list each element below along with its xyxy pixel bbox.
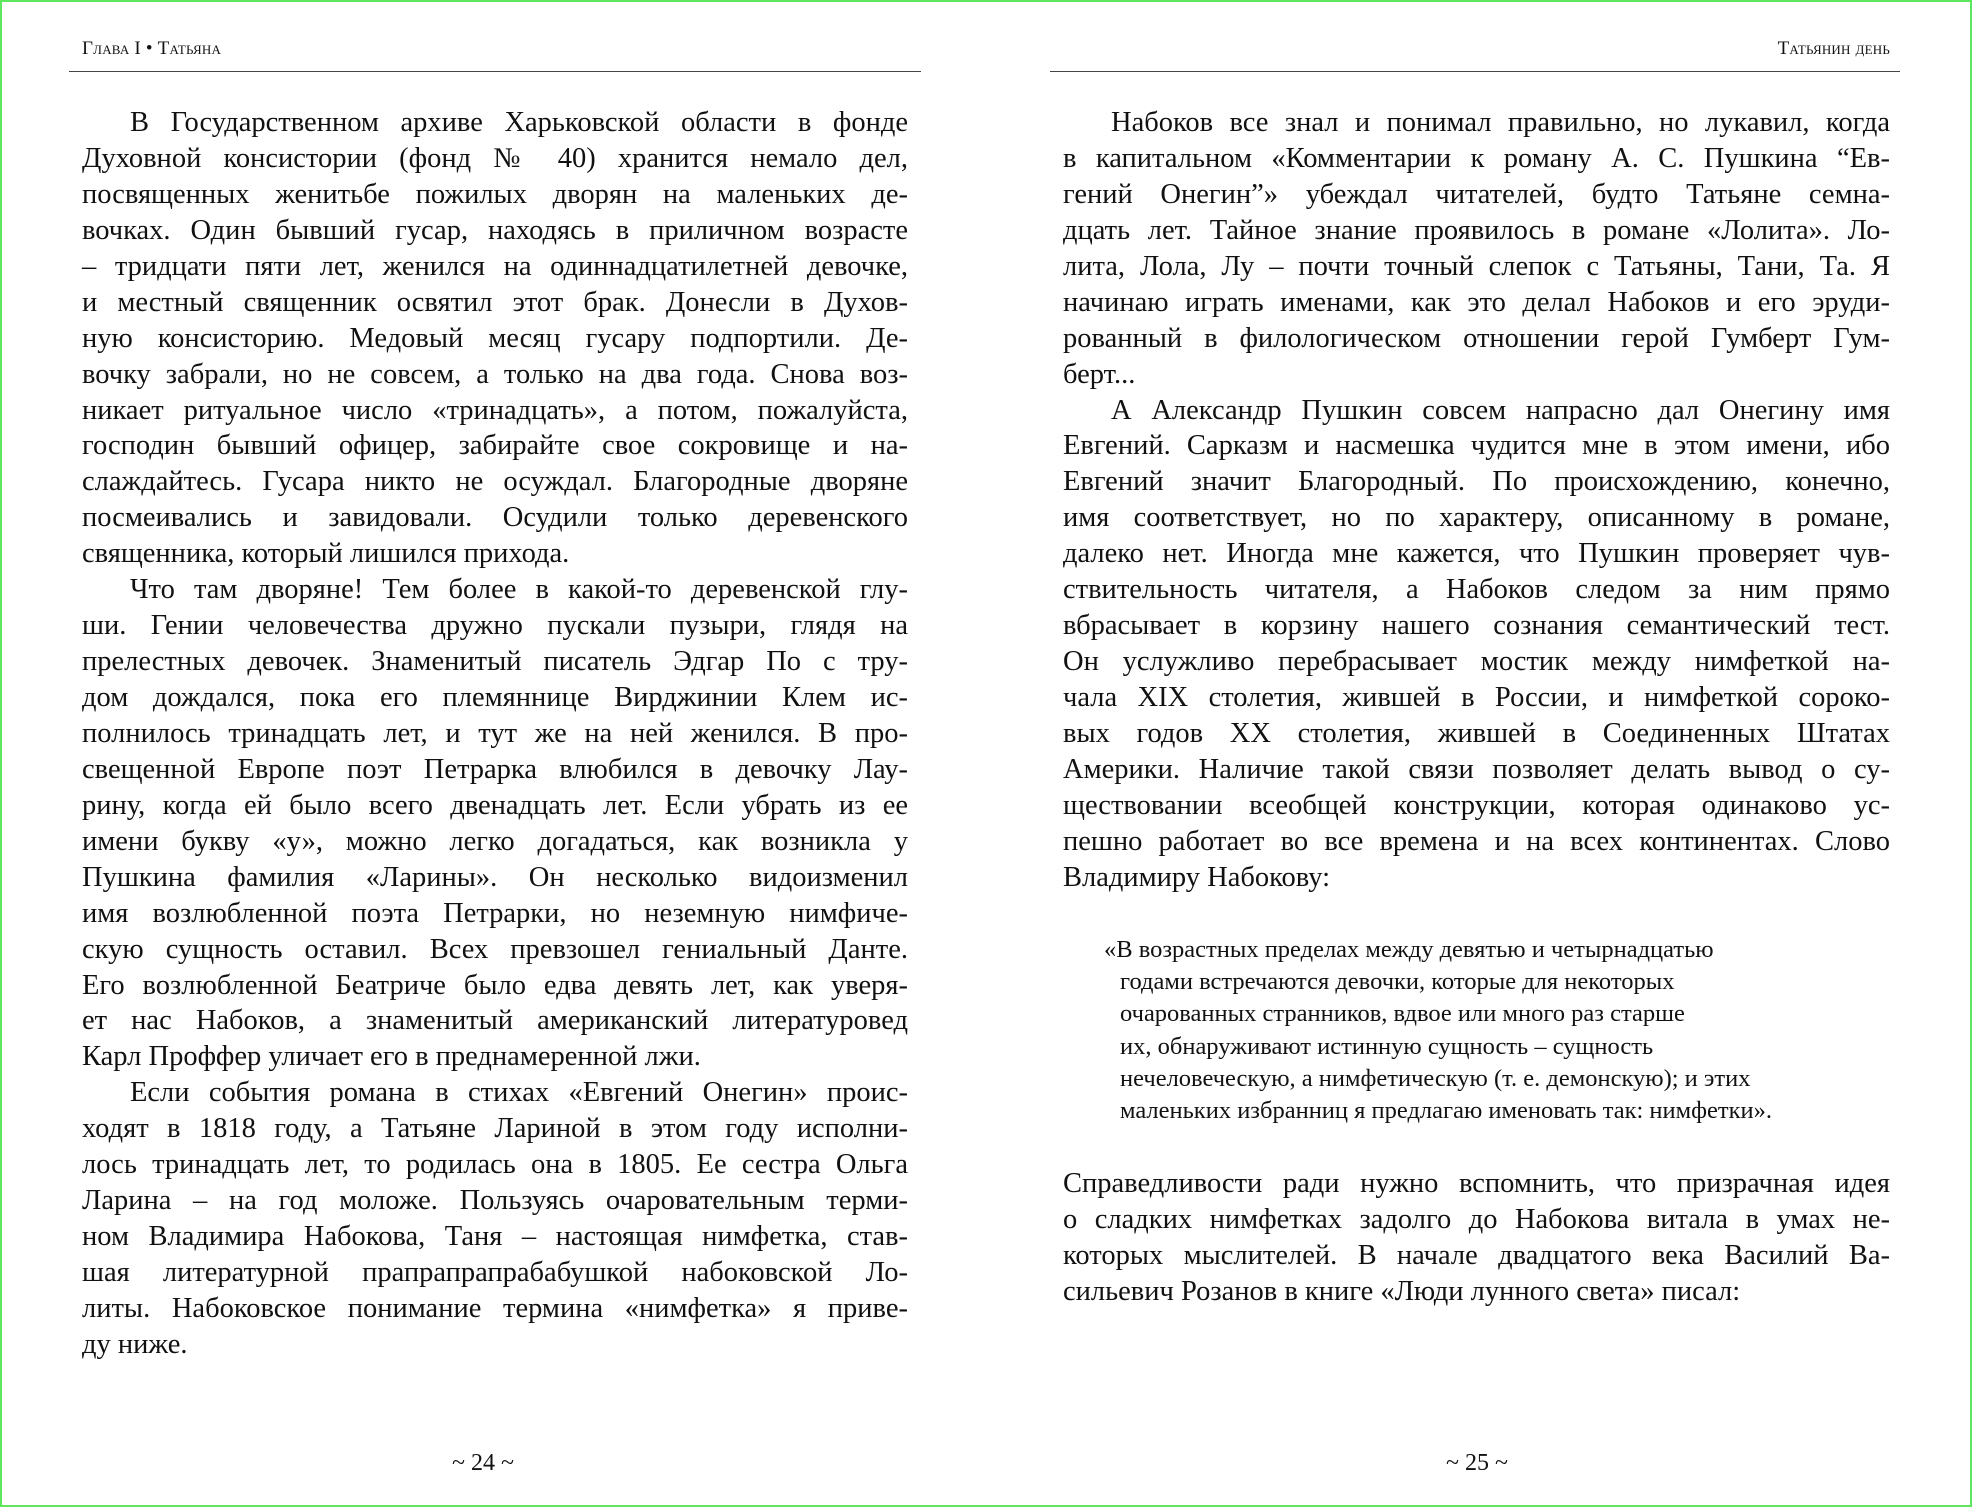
text-line: о сладких нимфетках задолго до Набокова витала в умах не-: [1063, 1203, 1890, 1235]
text-line: Пушкина фамилия «Ларины». Он несколько видоизменил: [82, 861, 908, 893]
text-line: прелестных девочек. Знаменитый писатель Эдгар По с тру-: [82, 646, 908, 678]
text-line: вых годов XX столетия, жившей в Соединенных Штатах: [1063, 717, 1890, 749]
closing-paragraph: [1063, 1166, 1890, 1310]
text-line: А Александр Пушкин совсем напрасно дал Онегину имя: [1111, 394, 1890, 426]
paragraph: [1063, 393, 1890, 896]
paragraph: [82, 572, 908, 1075]
text-line: ду ниже.: [82, 1328, 188, 1360]
text-line: скую сущность оставил. Всех превзошел гениальный Данте.: [82, 933, 908, 965]
left-page-body: [82, 105, 908, 1363]
nabokov-quote: [1104, 934, 1772, 1127]
text-line: вочках. Один бывший гусар, находясь в приличном возрасте: [82, 214, 908, 246]
text-line: посвященных женитьбе пожилых дворян на маленьких де-: [82, 178, 908, 210]
left-page-number: ~ 24 ~: [452, 1450, 514, 1476]
text-line: священника, который лишился прихода.: [82, 538, 570, 570]
text-line: посмеивались и завидовали. Осудили только деревенского: [82, 502, 908, 534]
text-line: Справедливости ради нужно вспомнить, что призрачная идея: [1063, 1168, 1890, 1199]
text-line: далеко нет. Иногда мне кажется, что Пушкин проверяет чув-: [1063, 538, 1890, 570]
text-line: Набоков все знал и понимал правильно, но лукавил, когда: [1111, 107, 1890, 138]
text-line: Евгений. Сарказм и насмешка чудится мне в этом имени, ибо: [1063, 430, 1890, 462]
quote-line: их, обнаруживают истинную сущность – сущность: [1120, 1032, 1654, 1060]
text-line: имя возлюбленной поэта Петрарки, но неземную нимфиче-: [82, 897, 908, 929]
right-header-rule: [1050, 71, 1900, 72]
text-line: В Государственном архиве Харьковской области в фонде: [130, 107, 908, 138]
text-line: ном Владимира Набокова, Таня – настоящая нимфетка, став-: [82, 1221, 908, 1253]
paragraph: [82, 105, 908, 572]
text-line: никает ритуальное число «тринадцать», а потом, пожалуйста,: [82, 394, 908, 426]
right-page-number: ~ 25 ~: [1446, 1450, 1508, 1476]
text-line: чала XIX столетия, жившей в России, и нимфеткой сороко-: [1063, 682, 1890, 713]
text-line: ет нас Набоков, а знаменитый американский литературовед: [82, 1005, 908, 1037]
text-line: вбрасывает в корзину нашего сознания семантический тест.: [1063, 610, 1890, 642]
text-line: Карл Проффер уличает его в преднамеренной лжи.: [82, 1041, 701, 1073]
right-page-body: [1063, 105, 1890, 896]
text-line: дцать лет. Тайное знание проявилось в романе «Лолита». Ло-: [1063, 214, 1890, 246]
quote-line: маленьких избранниц я предлагаю именовать так: нимфетки».: [1120, 1097, 1773, 1125]
text-line: в капитальном «Комментарии к роману А. С. Пушкина “Ев-: [1063, 142, 1890, 174]
text-line: лось тринадцать лет, то родилась она в 1805. Ее сестра Ольга: [82, 1149, 908, 1181]
text-line: господин бывший офицер, забирайте свое сокровище и на-: [82, 430, 908, 462]
text-line: шая литературной прапрапрапрабабушкой набоковской Ло-: [82, 1257, 908, 1288]
text-line: литы. Набоковское понимание термина «нимфетка» я приве-: [82, 1292, 908, 1324]
text-line: Ларина – на год моложе. Пользуясь очаровательным терми-: [82, 1185, 908, 1217]
left-header-rule: [69, 71, 921, 72]
text-line: ши. Гении человечества дружно пускали пузыри, глядя на: [82, 610, 908, 642]
text-line: ствительность читателя, а Набоков следом за ним прямо: [1063, 574, 1890, 606]
text-line: начинаю играть именами, как это делал Набоков и его эруди-: [1063, 286, 1890, 318]
text-line: лита, Лола, Лу – почти точный слепок с Татьяны, Тани, Та. Я: [1063, 250, 1890, 282]
right-running-header: Татьянин день: [1777, 38, 1890, 59]
text-line: имени букву «у», можно легко догадаться, как возникла у: [82, 825, 908, 857]
text-line: рованный в филологическом отношении герой Гумберт Гум-: [1063, 322, 1890, 354]
quote-line: очарованных странников, вдвое или много раз старше: [1120, 1000, 1685, 1028]
text-line: свещенной Европе поэт Петрарка влюбился в девочку Лау-: [82, 753, 908, 785]
paragraph: [1063, 105, 1890, 393]
text-line: Владимиру Набокову:: [1063, 861, 1331, 893]
text-line: и местный священник освятил этот брак. Донесли в Духов-: [82, 286, 908, 318]
quote-line: «В возрастных пределах между девятью и четырнадцатью: [1104, 936, 1714, 963]
text-line: ходят в 1818 году, а Татьяне Лариной в этом году исполни-: [82, 1113, 908, 1145]
quote-line: годами встречаются девочки, которые для некоторых: [1120, 968, 1675, 996]
text-line: которых мыслителей. В начале двадцатого века Василий Ва-: [1063, 1239, 1890, 1271]
text-line: полнилось тринадцать лет, и тут же на ней женился. В про-: [82, 717, 908, 749]
text-line: сильевич Розанов в книге «Люди лунного света» писал:: [1063, 1275, 1741, 1307]
left-running-header: Глава I • Татьяна: [82, 38, 222, 59]
text-line: Америки. Наличие такой связи позволяет делать вывод о су-: [1063, 753, 1890, 785]
text-line: Если события романа в стихах «Евгений Онегин» проис-: [130, 1077, 908, 1109]
text-line: вочку забрали, но не совсем, а только на два года. Снова воз-: [82, 358, 908, 390]
paragraph: [82, 1075, 908, 1363]
text-line: Он услужливо перебрасывает мостик между нимфеткой на-: [1063, 646, 1890, 678]
quote-line: нечеловеческую, а нимфетическую (т. е. демонскую); и этих: [1120, 1064, 1751, 1092]
text-line: гений Онегин”» убеждал читателей, будто Татьяне семна-: [1063, 178, 1890, 210]
text-line: Его возлюбленной Беатриче было едва девять лет, как уверя-: [82, 969, 908, 1001]
text-line: ную консисторию. Медовый месяц гусару подпортили. Де-: [82, 322, 908, 354]
text-line: берт...: [1063, 358, 1136, 390]
paragraph: [1063, 1166, 1890, 1310]
text-line: ществовании всеобщей конструкции, которая одинаково ус-: [1063, 789, 1890, 821]
text-line: дом дождался, пока его племяннице Вирджинии Клем ис-: [82, 682, 908, 713]
text-line: Евгений значит Благородный. По происхождению, конечно,: [1063, 466, 1890, 498]
text-line: имя соответствует, но по характеру, описанному в романе,: [1063, 502, 1890, 534]
text-line: пешно работает во все времена и на всех континентах. Слово: [1063, 825, 1890, 857]
text-line: рину, когда ей было всего двенадцать лет. Если убрать из ее: [82, 789, 908, 821]
text-line: – тридцати пяти лет, женился на одиннадцатилетней девочке,: [82, 250, 908, 282]
text-line: слаждайтесь. Гусара никто не осуждал. Благородные дворяне: [82, 466, 908, 498]
text-line: Духовной консистории (фонд № 40) хранится немало дел,: [82, 142, 908, 174]
text-line: Что там дворяне! Тем более в какой-то деревенской глу-: [130, 574, 908, 606]
